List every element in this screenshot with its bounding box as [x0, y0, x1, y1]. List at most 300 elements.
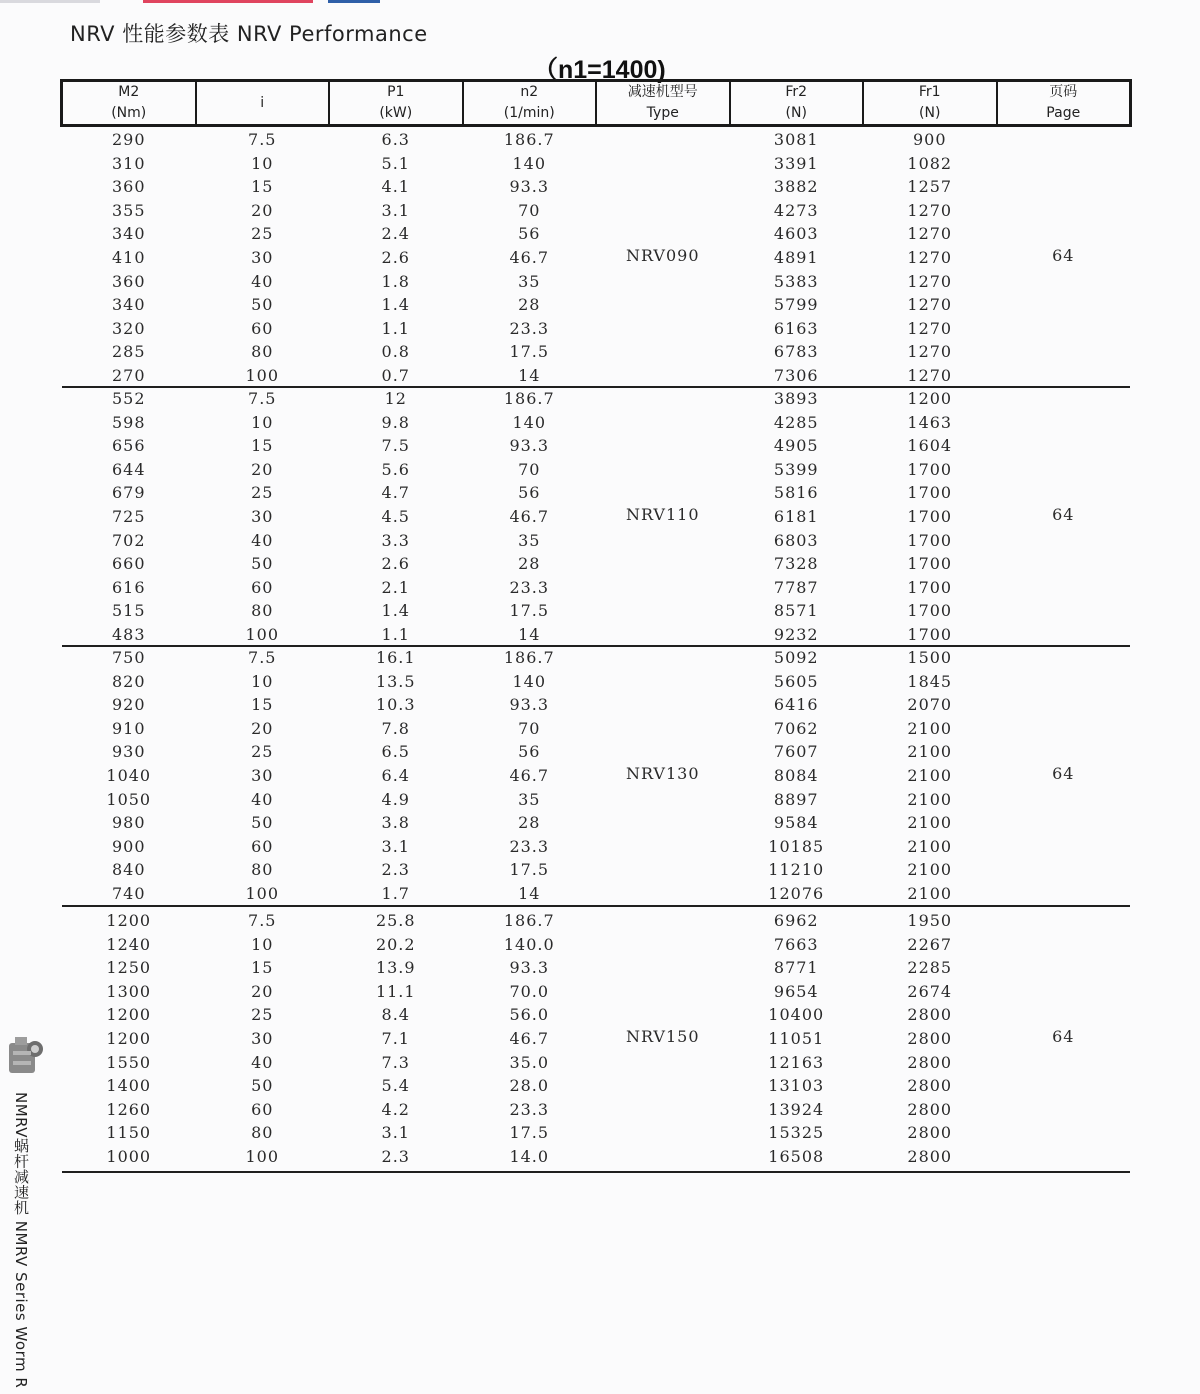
cell-n2: 35: [518, 271, 541, 291]
cell-n2: 56: [518, 224, 541, 244]
cell-n2: 70: [518, 200, 541, 220]
header-n2: [464, 82, 598, 124]
cell-m2: 644: [111, 459, 146, 479]
cell-m2: 750: [111, 648, 146, 667]
table-row: [62, 340, 1130, 364]
cell-fr2: 8084: [773, 765, 819, 785]
table-row: [62, 270, 1130, 294]
cell-m2: 900: [111, 836, 146, 856]
cell-n2: 46.7: [509, 1028, 550, 1048]
cell-fr1: 1700: [907, 483, 953, 503]
cell-ratio: 10: [251, 412, 274, 432]
cell-fr1: 1270: [907, 342, 953, 362]
cell-fr1: 1700: [907, 459, 953, 479]
table-row: [62, 387, 1130, 411]
cell-fr1: 2800: [907, 1028, 953, 1048]
cell-ratio: 10: [251, 153, 274, 173]
cell-ratio: 15: [251, 436, 274, 456]
page-title: NRV 性能参数表 NRV Performance: [70, 22, 428, 46]
cell-m2: 360: [111, 271, 146, 291]
group-page-number: 64: [1052, 246, 1075, 265]
cell-n2: 28.0: [509, 1076, 550, 1096]
cell-fr2: 4905: [773, 436, 819, 456]
cell-fr1: 1270: [907, 224, 953, 244]
cell-n2: 23.3: [509, 577, 550, 597]
cell-m2: 616: [111, 577, 146, 597]
cell-p1: 3.8: [381, 813, 410, 833]
cell-fr2: 7787: [773, 577, 819, 597]
cell-m2: 1040: [106, 765, 152, 785]
table-group-nrv090: [62, 128, 1130, 388]
cell-fr2: 5816: [773, 483, 819, 503]
cell-fr2: 15325: [768, 1123, 825, 1143]
cell-fr2: 3893: [773, 389, 819, 408]
cell-m2: 483: [111, 624, 146, 644]
cell-fr1: 2100: [907, 883, 953, 903]
table-row: [62, 717, 1130, 741]
cell-n2: 186.7: [503, 911, 555, 930]
cell-fr1: 2100: [907, 836, 953, 856]
gearbox-icon: [5, 1033, 45, 1079]
cell-p1: 5.6: [381, 459, 410, 479]
table-row: [62, 199, 1130, 223]
cell-m2: 598: [111, 412, 146, 432]
cell-fr2: 8771: [773, 958, 819, 978]
cell-n2: 56: [518, 483, 541, 503]
strip-segment-gray: [0, 0, 100, 3]
cell-p1: 3.1: [381, 200, 410, 220]
table-row: [62, 128, 1130, 152]
cell-p1: 1.8: [381, 271, 410, 291]
cell-n2: 14: [518, 624, 541, 644]
cell-fr2: 13924: [768, 1099, 825, 1119]
cell-fr2: 4285: [773, 412, 819, 432]
side-series-label: NMRV蜗杆减速机 NMRV Series Worm R: [12, 1092, 30, 1389]
cell-ratio: 20: [251, 981, 274, 1001]
input-speed-note: （n1=1400): [533, 56, 666, 84]
cell-n2: 93.3: [509, 177, 550, 197]
cell-fr2: 8897: [773, 789, 819, 809]
cell-fr2: 7328: [773, 554, 819, 574]
cell-ratio: 40: [251, 789, 274, 809]
cell-fr1: 1700: [907, 554, 953, 574]
cell-fr2: 12076: [768, 883, 825, 903]
group-type-label: NRV110: [625, 505, 700, 524]
cell-fr2: 3081: [773, 130, 819, 149]
header-line1: Fr1: [918, 84, 941, 100]
cell-n2: 28: [518, 554, 541, 574]
cell-fr2: 10185: [768, 836, 825, 856]
cell-ratio: 100: [245, 883, 280, 903]
cell-m2: 340: [111, 224, 146, 244]
cell-n2: 186.7: [503, 648, 555, 667]
group-separator: [62, 905, 1130, 907]
header-line2: (N): [919, 105, 941, 121]
cell-m2: 285: [111, 342, 146, 362]
table-group-nrv110: [62, 387, 1130, 647]
table-row: [62, 1145, 1130, 1169]
cell-ratio: 25: [251, 483, 274, 503]
table-header: [60, 79, 1132, 127]
cell-p1: 20.2: [375, 934, 416, 954]
cell-m2: 980: [111, 813, 146, 833]
table-row: [62, 646, 1130, 670]
cell-fr1: 1604: [907, 436, 953, 456]
cell-ratio: 25: [251, 742, 274, 762]
cell-fr1: 1845: [907, 671, 953, 691]
cell-fr1: 1700: [907, 530, 953, 550]
header-line2: Type: [646, 105, 679, 121]
cell-fr1: 2100: [907, 742, 953, 762]
cell-p1: 2.1: [381, 577, 410, 597]
cell-m2: 1200: [106, 1028, 152, 1048]
cell-m2: 1250: [106, 958, 152, 978]
table-row: [62, 1074, 1130, 1098]
table-row: [62, 835, 1130, 859]
cell-ratio: 50: [251, 813, 274, 833]
table-row: [62, 788, 1130, 812]
cell-m2: 1260: [106, 1099, 152, 1119]
cell-n2: 46.7: [509, 765, 550, 785]
cell-fr1: 2070: [907, 695, 953, 715]
cell-fr2: 5799: [773, 295, 819, 315]
group-page-number: 64: [1052, 764, 1075, 783]
cell-fr2: 9654: [773, 981, 819, 1001]
cell-fr2: 11051: [768, 1028, 825, 1048]
cell-fr2: 13103: [768, 1076, 825, 1096]
strip-segment-red: [143, 0, 313, 3]
cell-p1: 12: [384, 389, 407, 408]
cell-n2: 28: [518, 295, 541, 315]
cell-fr1: 2100: [907, 789, 953, 809]
cell-p1: 10.3: [375, 695, 416, 715]
cell-fr1: 1270: [907, 200, 953, 220]
cell-ratio: 7.5: [248, 911, 277, 930]
cell-fr1: 1700: [907, 577, 953, 597]
group-type-label: NRV130: [625, 764, 700, 783]
cell-ratio: 40: [251, 271, 274, 291]
cell-fr1: 1200: [907, 389, 953, 408]
table-row: [62, 175, 1130, 199]
cell-n2: 93.3: [509, 958, 550, 978]
cell-fr1: 1257: [907, 177, 953, 197]
cell-m2: 660: [111, 554, 146, 574]
table-row: [62, 623, 1130, 647]
cell-m2: 340: [111, 295, 146, 315]
cell-n2: 46.7: [509, 506, 550, 526]
header-line2: (kW): [379, 105, 413, 121]
cell-p1: 0.7: [381, 365, 410, 385]
cell-m2: 270: [111, 365, 146, 385]
cell-ratio: 7.5: [248, 130, 277, 149]
cell-p1: 7.8: [381, 718, 410, 738]
cell-n2: 23.3: [509, 1099, 550, 1119]
strip-segment-blue: [328, 0, 380, 3]
cell-p1: 1.7: [381, 883, 410, 903]
cell-m2: 820: [111, 671, 146, 691]
cell-fr2: 7663: [773, 934, 819, 954]
cell-fr1: 900: [912, 130, 947, 149]
cell-p1: 2.3: [381, 1146, 410, 1166]
cell-m2: 320: [111, 318, 146, 338]
group-page-number: 64: [1052, 505, 1075, 524]
cell-ratio: 50: [251, 1076, 274, 1096]
cell-fr2: 7306: [773, 365, 819, 385]
cell-n2: 17.5: [509, 601, 550, 621]
cell-p1: 1.4: [381, 295, 410, 315]
cell-p1: 13.9: [375, 958, 416, 978]
cell-fr1: 2674: [907, 981, 953, 1001]
cell-p1: 6.3: [381, 130, 410, 149]
cell-p1: 3.3: [381, 530, 410, 550]
cell-ratio: 25: [251, 1005, 274, 1025]
cell-n2: 140: [512, 153, 547, 173]
cell-fr2: 7607: [773, 742, 819, 762]
cell-m2: 930: [111, 742, 146, 762]
header-fr2: [731, 82, 865, 124]
table-row: [62, 434, 1130, 458]
cell-ratio: 25: [251, 224, 274, 244]
table-row: [62, 481, 1130, 505]
cell-n2: 186.7: [503, 130, 555, 149]
cell-n2: 56: [518, 742, 541, 762]
table-row: [62, 1098, 1130, 1122]
cell-m2: 725: [111, 506, 146, 526]
cell-n2: 46.7: [509, 247, 550, 267]
cell-p1: 9.8: [381, 412, 410, 432]
cell-n2: 28: [518, 813, 541, 833]
header-line2: Page: [1046, 105, 1081, 121]
cell-n2: 35: [518, 789, 541, 809]
cell-m2: 355: [111, 200, 146, 220]
cell-n2: 35: [518, 530, 541, 550]
cell-fr1: 1082: [907, 153, 953, 173]
cell-p1: 5.4: [381, 1076, 410, 1096]
cell-p1: 3.1: [381, 836, 410, 856]
cell-n2: 17.5: [509, 1123, 550, 1143]
cell-ratio: 30: [251, 247, 274, 267]
cell-fr2: 6181: [773, 506, 819, 526]
cell-ratio: 60: [251, 577, 274, 597]
cell-m2: 515: [111, 601, 146, 621]
cell-n2: 70: [518, 718, 541, 738]
cell-ratio: 10: [251, 934, 274, 954]
cell-p1: 2.6: [381, 247, 410, 267]
cell-n2: 186.7: [503, 389, 555, 408]
cell-fr1: 1463: [907, 412, 953, 432]
cell-p1: 7.5: [381, 436, 410, 456]
header-line2: (1/min): [503, 105, 555, 121]
table-row: [62, 293, 1130, 317]
cell-p1: 0.8: [381, 342, 410, 362]
cell-n2: 14: [518, 365, 541, 385]
table-row: [62, 740, 1130, 764]
header-fr1: [864, 82, 998, 124]
cell-m2: 840: [111, 860, 146, 880]
cell-m2: 679: [111, 483, 146, 503]
cell-ratio: 60: [251, 1099, 274, 1119]
cell-fr2: 8571: [773, 601, 819, 621]
table-row: [62, 1003, 1130, 1027]
cell-ratio: 100: [245, 365, 280, 385]
cell-fr1: 2800: [907, 1005, 953, 1025]
cell-p1: 16.1: [375, 648, 416, 667]
cell-fr1: 2800: [907, 1123, 953, 1143]
cell-fr1: 1270: [907, 365, 953, 385]
header-m2: [63, 82, 197, 124]
cell-p1: 6.4: [381, 765, 410, 785]
cell-fr2: 6416: [773, 695, 819, 715]
cell-m2: 290: [111, 130, 146, 149]
cell-ratio: 80: [251, 342, 274, 362]
cell-ratio: 40: [251, 1052, 274, 1072]
cell-n2: 23.3: [509, 318, 550, 338]
cell-fr2: 10400: [768, 1005, 825, 1025]
cell-ratio: 50: [251, 554, 274, 574]
cell-ratio: 50: [251, 295, 274, 315]
cell-ratio: 60: [251, 318, 274, 338]
group-separator: [62, 1171, 1130, 1173]
cell-m2: 740: [111, 883, 146, 903]
cell-p1: 6.5: [381, 742, 410, 762]
cell-n2: 140: [512, 671, 547, 691]
cell-fr1: 2800: [907, 1076, 953, 1096]
cell-n2: 23.3: [509, 836, 550, 856]
cell-fr1: 2285: [907, 958, 953, 978]
cell-fr2: 6163: [773, 318, 819, 338]
cell-p1: 11.1: [375, 981, 416, 1001]
cell-n2: 14.0: [509, 1146, 550, 1166]
table-row: [62, 858, 1130, 882]
cell-ratio: 100: [245, 624, 280, 644]
table-row: [62, 1051, 1130, 1075]
top-color-strip: [0, 0, 1200, 3]
cell-p1: 4.5: [381, 506, 410, 526]
group-page-number: 64: [1052, 1027, 1075, 1046]
header-line1: i: [260, 94, 265, 111]
cell-n2: 17.5: [509, 342, 550, 362]
cell-p1: 2.3: [381, 860, 410, 880]
table-row: [62, 222, 1130, 246]
table-row: [62, 670, 1130, 694]
cell-p1: 4.1: [381, 177, 410, 197]
cell-p1: 8.4: [381, 1005, 410, 1025]
cell-n2: 17.5: [509, 860, 550, 880]
table-row: [62, 364, 1130, 388]
header-line1: 减速机型号: [627, 84, 698, 100]
table-row: [62, 411, 1130, 435]
cell-ratio: 20: [251, 459, 274, 479]
cell-p1: 4.2: [381, 1099, 410, 1119]
cell-fr1: 2800: [907, 1146, 953, 1166]
cell-fr1: 1270: [907, 295, 953, 315]
cell-p1: 7.3: [381, 1052, 410, 1072]
cell-fr2: 3882: [773, 177, 819, 197]
cell-n2: 14: [518, 883, 541, 903]
cell-n2: 70: [518, 459, 541, 479]
cell-fr2: 5399: [773, 459, 819, 479]
cell-m2: 552: [111, 389, 146, 408]
cell-m2: 360: [111, 177, 146, 197]
cell-fr1: 2100: [907, 718, 953, 738]
table-row: [62, 599, 1130, 623]
cell-fr2: 6962: [773, 911, 819, 930]
cell-ratio: 10: [251, 671, 274, 691]
header-page: [998, 82, 1130, 124]
cell-ratio: 30: [251, 506, 274, 526]
header-line1: M2: [118, 84, 140, 100]
cell-fr1: 2800: [907, 1052, 953, 1072]
cell-fr2: 5383: [773, 271, 819, 291]
cell-fr2: 5092: [773, 648, 819, 667]
cell-p1: 7.1: [381, 1028, 410, 1048]
cell-ratio: 20: [251, 200, 274, 220]
cell-n2: 70.0: [509, 981, 550, 1001]
cell-m2: 1300: [106, 981, 152, 1001]
cell-fr2: 3391: [773, 153, 819, 173]
group-type-label: NRV090: [625, 246, 700, 265]
table-row: [62, 458, 1130, 482]
cell-fr2: 9584: [773, 813, 819, 833]
cell-ratio: 40: [251, 530, 274, 550]
cell-p1: 1.1: [381, 624, 410, 644]
cell-p1: 13.5: [375, 671, 416, 691]
cell-fr2: 16508: [768, 1146, 825, 1166]
cell-fr1: 2100: [907, 813, 953, 833]
table-row: [62, 552, 1130, 576]
cell-fr2: 4273: [773, 200, 819, 220]
cell-fr1: 1270: [907, 318, 953, 338]
cell-ratio: 30: [251, 1028, 274, 1048]
cell-m2: 1200: [106, 911, 152, 930]
cell-p1: 2.6: [381, 554, 410, 574]
cell-n2: 93.3: [509, 436, 550, 456]
cell-n2: 35.0: [509, 1052, 550, 1072]
cell-p1: 3.1: [381, 1123, 410, 1143]
table-row: [62, 576, 1130, 600]
cell-p1: 5.1: [381, 153, 410, 173]
cell-ratio: 80: [251, 1123, 274, 1143]
cell-fr1: 1270: [907, 247, 953, 267]
cell-ratio: 80: [251, 601, 274, 621]
cell-ratio: 7.5: [248, 389, 277, 408]
cell-m2: 910: [111, 718, 146, 738]
table-row: [62, 529, 1130, 553]
cell-fr1: 2267: [907, 934, 953, 954]
cell-p1: 1.1: [381, 318, 410, 338]
table-row: [62, 933, 1130, 957]
table-group-nrv150: [62, 909, 1130, 1169]
cell-p1: 4.7: [381, 483, 410, 503]
header-line2: (Nm): [111, 105, 147, 121]
cell-fr2: 6783: [773, 342, 819, 362]
cell-m2: 920: [111, 695, 146, 715]
cell-fr1: 2100: [907, 860, 953, 880]
table-row: [62, 882, 1130, 906]
cell-p1: 2.4: [381, 224, 410, 244]
cell-ratio: 100: [245, 1146, 280, 1166]
cell-m2: 410: [111, 247, 146, 267]
cell-m2: 656: [111, 436, 146, 456]
cell-ratio: 80: [251, 860, 274, 880]
cell-fr1: 2800: [907, 1099, 953, 1119]
cell-fr2: 6803: [773, 530, 819, 550]
cell-ratio: 60: [251, 836, 274, 856]
cell-n2: 140.0: [503, 934, 555, 954]
cell-ratio: 30: [251, 765, 274, 785]
cell-p1: 4.9: [381, 789, 410, 809]
header-ratio: [197, 82, 331, 124]
